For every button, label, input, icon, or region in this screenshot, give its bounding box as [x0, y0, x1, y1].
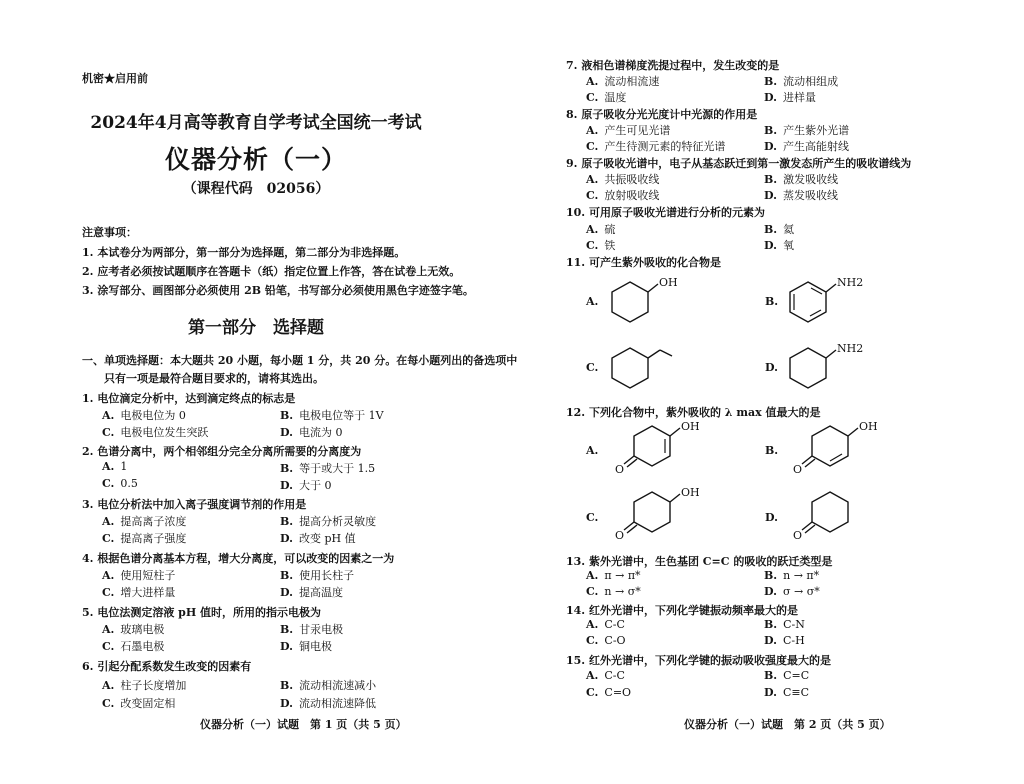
option-a-label: A. — [586, 295, 599, 308]
hydroxyl-label: OH — [659, 276, 678, 289]
option-b: B. 产生紫外光谱 — [764, 124, 850, 137]
option-c: C. 改变固定相 — [102, 697, 176, 710]
option-d: D. 大于 0 — [280, 479, 332, 492]
note-item: 1. 本试卷分为两部分，第一部分为选择题，第二部分为非选择题。 — [82, 246, 406, 259]
option-b: B. 流动相流速减小 — [280, 679, 377, 692]
option-a: A. 硫 — [586, 223, 616, 236]
option-d-label: D. — [765, 511, 778, 524]
question-stem: 6. 引起分配系数发生改变的因素有 — [82, 660, 252, 673]
option-b: B. 甘汞电极 — [280, 623, 344, 636]
option-b: B. 使用长柱子 — [280, 569, 355, 582]
part-title: 第一部分 选择题 — [188, 318, 324, 338]
question-stem: 2. 色谱分离中，两个相邻组分完全分离所需要的分离度为 — [82, 445, 362, 458]
option-c: C. 电极电位发生突跃 — [102, 426, 209, 439]
option-c: C. C=O — [586, 686, 632, 699]
option-b: B. 激发吸收线 — [764, 173, 839, 186]
option-b: B. C=C — [764, 669, 810, 682]
option-b: B. n → π* — [764, 569, 820, 582]
option-a: A. 产生可见光谱 — [586, 124, 671, 137]
option-a: A. π → π* — [586, 569, 641, 582]
option-c: C. 铁 — [586, 239, 616, 252]
option-c: C. 石墨电极 — [102, 640, 165, 653]
question-stem: 1. 电位滴定分析中，达到滴定终点的标志是 — [82, 392, 296, 405]
cyclohexanol-structure — [600, 272, 700, 332]
option-d: D. 进样量 — [764, 91, 816, 104]
option-a: A. 电极电位为 0 — [102, 409, 186, 422]
amino-label: NH2 — [837, 342, 864, 355]
question-stem: 9. 原子吸收光谱中，电子从基态跃迁到第一激发态所产生的吸收谱线为 — [566, 157, 912, 170]
question-stem: 14. 红外光谱中，下列化学键振动频率最大的是 — [566, 604, 798, 617]
question-stem: 4. 根据色谱分离基本方程，增大分离度，可以改变的因素之一为 — [82, 552, 395, 565]
option-a: A. 流动相流速 — [586, 75, 660, 88]
option-b-label: B. — [765, 295, 779, 308]
page-footer: 仪器分析（一）试题 第 2 页（共 5 页） — [684, 718, 891, 731]
section-instructions-cont: 只有一项是最符合题目要求的，请将其选出。 — [104, 372, 324, 385]
option-a: A. 1 — [102, 460, 128, 473]
hydroxyl-label: OH — [681, 420, 700, 433]
option-d: D. 产生高能射线 — [764, 140, 849, 153]
aniline-structure — [778, 272, 878, 332]
question-11-stem: 11. 可产生紫外吸收的化合物是 — [566, 256, 721, 269]
option-d: D. σ → σ* — [764, 585, 820, 598]
option-d: D. 氧 — [764, 239, 794, 252]
option-c: C. n → σ* — [586, 585, 641, 598]
option-a: A. C-C — [586, 618, 625, 631]
option-d: D. 提高温度 — [280, 586, 343, 599]
option-b: B. 电极电位等于 1V — [280, 409, 384, 422]
option-d: D. 电流为 0 — [280, 426, 343, 439]
option-a: A. C-C — [586, 669, 625, 682]
option-c: C. C-O — [586, 634, 626, 647]
carbonyl-label: O — [793, 463, 803, 476]
hydroxycyclohexanone-structure — [612, 484, 722, 548]
carbonyl-label: O — [615, 463, 625, 476]
course-code: （课程代码 02056） — [182, 181, 330, 197]
question-stem: 3. 电位分析法中加入离子强度调节剂的作用是 — [82, 498, 307, 511]
notes-title: 注意事项： — [82, 226, 137, 239]
question-stem: 7. 液相色谱梯度洗提过程中，发生改变的是 — [566, 59, 780, 72]
option-b: B. 提高分析灵敏度 — [280, 515, 377, 528]
option-a: A. 共振吸收线 — [586, 173, 660, 186]
option-a: A. 柱子长度增加 — [102, 679, 187, 692]
option-d: D. 蒸发吸收线 — [764, 189, 838, 202]
hydroxyl-label: OH — [681, 486, 700, 499]
section-instructions: 一、单项选择题：本大题共 20 小题，每小题 1 分，共 20 分。在每小题列出的备选项中 — [82, 354, 518, 367]
option-a-label: A. — [586, 444, 599, 457]
option-c: C. 温度 — [586, 91, 627, 104]
question-stem: 10. 可用原子吸收光谱进行分析的元素为 — [566, 206, 765, 219]
option-c: C. 0.5 — [102, 477, 138, 490]
option-b: B. 流动相组成 — [764, 75, 839, 88]
question-stem: 8. 原子吸收分光光度计中光源的作用是 — [566, 108, 758, 121]
option-b: B. 等于或大于 1.5 — [280, 462, 376, 475]
option-c-label: C. — [586, 361, 599, 374]
option-c-label: C. — [586, 511, 599, 524]
subject-title: 仪器分析（一） — [164, 145, 347, 174]
option-d: D. C-H — [764, 634, 805, 647]
question-12-stem: 12. 下列化合物中，紫外吸收的 λ max 值最大的是 — [566, 406, 821, 419]
ethylcyclohexane-structure — [600, 338, 710, 398]
option-c: C. 放射吸收线 — [586, 189, 660, 202]
option-c: C. 提高离子强度 — [102, 532, 187, 545]
amino-label: NH2 — [837, 276, 864, 289]
hydroxycyclohexenone-a-structure — [612, 418, 722, 482]
option-d: D. 改变 pH 值 — [280, 532, 356, 545]
cyclohexanone-structure — [790, 484, 900, 548]
option-c: C. 产生待测元素的特征光谱 — [586, 140, 726, 153]
option-b-label: B. — [765, 444, 779, 457]
note-item: 3. 涂写部分、画图部分必须使用 2B 铅笔，书写部分必须使用黑色字迹签字笔。 — [82, 284, 474, 297]
confidential-mark: 机密★启用前 — [82, 72, 148, 85]
question-stem: 5. 电位法测定溶液 pH 值时，所用的指示电极为 — [82, 606, 322, 619]
hydroxyl-label: OH — [859, 420, 878, 433]
option-c: C. 增大进样量 — [102, 586, 176, 599]
note-item: 2. 应考者必须按试题顺序在答题卡（纸）指定位置上作答，答在试卷上无效。 — [82, 265, 461, 278]
option-d: D. 铜电极 — [280, 640, 332, 653]
carbonyl-label: O — [793, 529, 803, 542]
page-footer: 仪器分析（一）试题 第 1 页（共 5 页） — [200, 718, 407, 731]
option-b: B. 氦 — [764, 223, 795, 236]
hydroxycyclohexenone-b-structure — [790, 418, 900, 482]
option-a: A. 提高离子浓度 — [102, 515, 187, 528]
exam-title: 2024年4月高等教育自学考试全国统一考试 — [90, 113, 422, 133]
option-d-label: D. — [765, 361, 778, 374]
option-d: D. C≡C — [764, 686, 810, 699]
option-a: A. 使用短柱子 — [102, 569, 176, 582]
cyclohexylamine-structure — [778, 338, 878, 398]
option-a: A. 玻璃电极 — [102, 623, 165, 636]
option-d: D. 流动相流速降低 — [280, 697, 376, 710]
carbonyl-label: O — [615, 529, 625, 542]
question-stem: 15. 红外光谱中，下列化学键的振动吸收强度最大的是 — [566, 654, 831, 667]
question-stem: 13. 紫外光谱中，生色基团 C=C 的吸收的跃迁类型是 — [566, 555, 833, 568]
option-b: B. C-N — [764, 618, 805, 631]
